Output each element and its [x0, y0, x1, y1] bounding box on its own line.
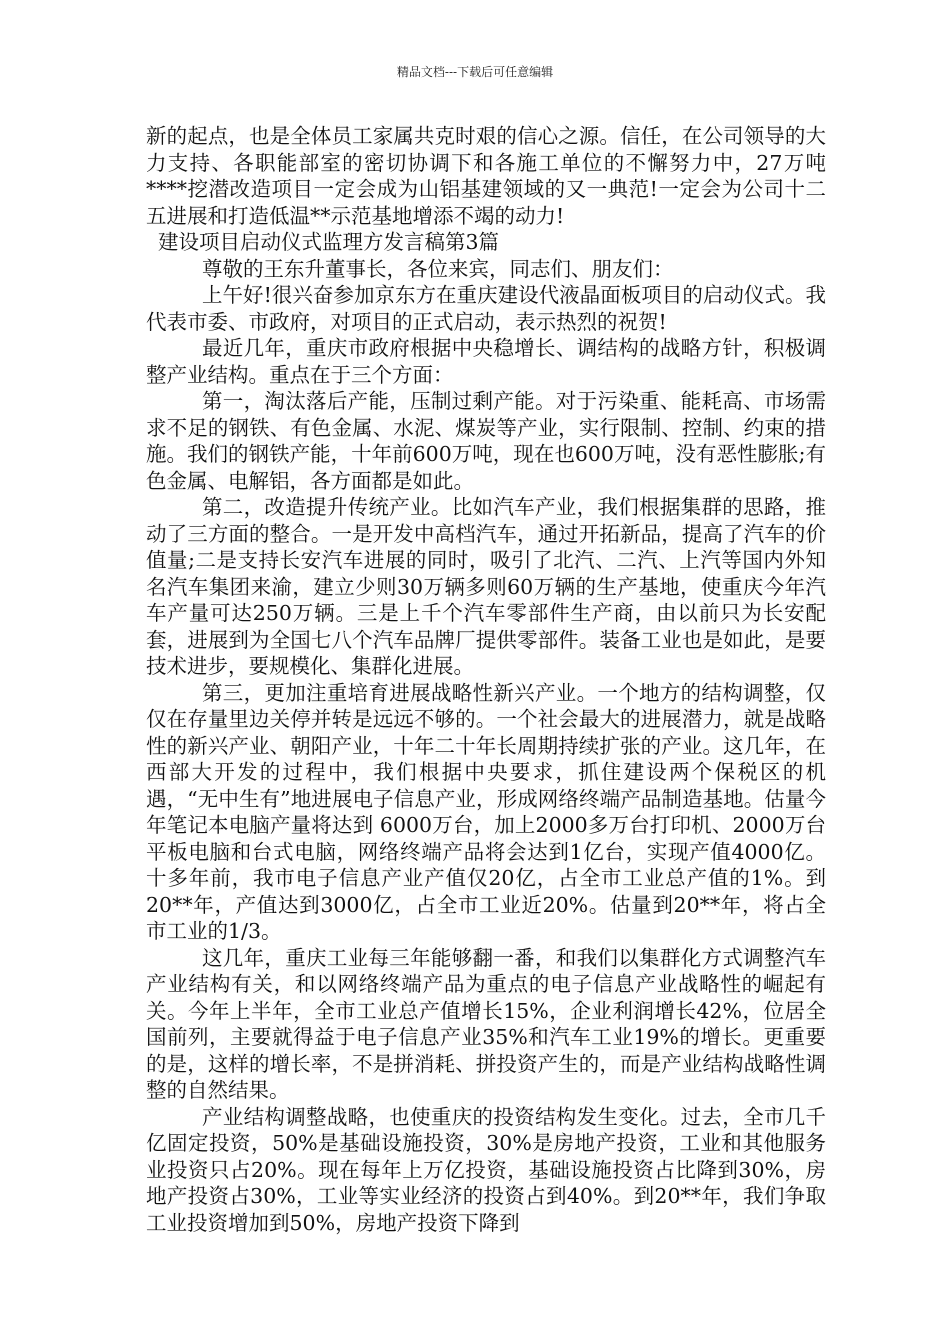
- paragraph-greeting: 上午好!很兴奋参加京东方在重庆建设代液晶面板项目的启动仪式。我代表市委、市政府，对项目的正式启动，表示热烈的祝贺!: [146, 283, 826, 334]
- paragraph-first-point: 第一，淘汰落后产能，压制过剩产能。对于污染重、能耗高、市场需求不足的钢铁、有色金属、水泥、煤炭等产业，实行限制、控制、约束的措施。我们的钢铁产能，十年前600万吨，现在也600万吨，没有恶性膨胀;有色金属、电解铝，各方面都是如此。: [146, 389, 826, 493]
- paragraph-third-point: 第三，更加注重培育进展战略性新兴产业。一个地方的结构调整，仅仅在存量里边关停并转是远远不够的。一个社会最大的进展潜力，就是战略性的新兴产业、朝阳产业，十年二十年长周期持续扩张的产业。这几年，在西部大开发的过程中，我们根据中央要求，抓住建设两个保税区的机遇，“无中生有”地进展电子信息产业，形成网络终端产品制造基地。估量今年笔记本电脑产量将达到 6000万台，加上2000多万台打印机、2000万台平板电脑和台式电脑，网络终端产品将会达到1亿台，实现产值4000亿。十多年前，我市电子信息产业产值仅20亿，占全市工业总产值的1%。到20**年，产值达到3000亿，占全市工业近20%。估量到20**年，将占全市工业的1/3。: [146, 680, 826, 943]
- paragraph-growth: 这几年，重庆工业每三年能够翻一番，和我们以集群化方式调整汽车产业结构有关，和以网络终端产品为重点的电子信息产业战略性的崛起有关。今年上半年，全市工业总产值增长15%，企业利润增长42%，位居全国前列，主要就得益于电子信息产业35%和汽车工业19%的增长。更重要的是，这样的增长率，不是拼消耗、拼投资产生的，而是产业结构战略性调整的自然结果。: [146, 945, 826, 1102]
- paragraph-second-point: 第二，改造提升传统产业。比如汽车产业，我们根据集群的思路，推动了三方面的整合。一是开发中高档汽车，通过开拓新品，提高了汽车的价值量;二是支持长安汽车进展的同时，吸引了北汽、二汽、上汽等国内外知名汽车集团来渝，建立少则30万辆多则60万辆的生产基地，使重庆今年汽车产量可达250万辆。三是上千个汽车零部件生产商，由以前只为长安配套，进展到为全国七八个汽车品牌厂提供零部件。装备工业也是如此，是要技术进步，要规模化、集群化进展。: [146, 495, 826, 678]
- section-heading: 建设项目启动仪式监理方发言稿第3篇: [158, 230, 500, 254]
- paragraph-investment: 产业结构调整战略，也使重庆的投资结构发生变化。过去，全市几千亿固定投资，50%是基础设施投资，30%是房地产投资，工业和其他服务业投资只占20%。现在每年上万亿投资，基础设施投资占比降到30%，房地产投资占30%，工业等实业经济的投资占到40%。到20**年，我们争取工业投资增加到50%，房地产投资下降到: [146, 1104, 826, 1235]
- document-body: [146, 123, 826, 1236]
- page-header-watermark: 精品文档---下载后可任意编辑: [396, 65, 554, 79]
- paragraph-intro: 最近几年，重庆市政府根据中央稳增长、调结构的战略方针，积极调整产业结构。重点在于三个方面：: [146, 336, 826, 387]
- salutation: 尊敬的王东升董事长，各位来宾，同志们、朋友们：: [202, 256, 674, 281]
- paragraph-continuation: 新的起点，也是全体员工家属共克时艰的信心之源。信任，在公司领导的大力支持、各职能部室的密切协调下和各施工单位的不懈努力中，27万吨****挖潜改造项目一定会成为山铝基建领域的又一典范!一定会为公司十二五进展和打造低温**示范基地增添不竭的动力!: [146, 124, 826, 228]
